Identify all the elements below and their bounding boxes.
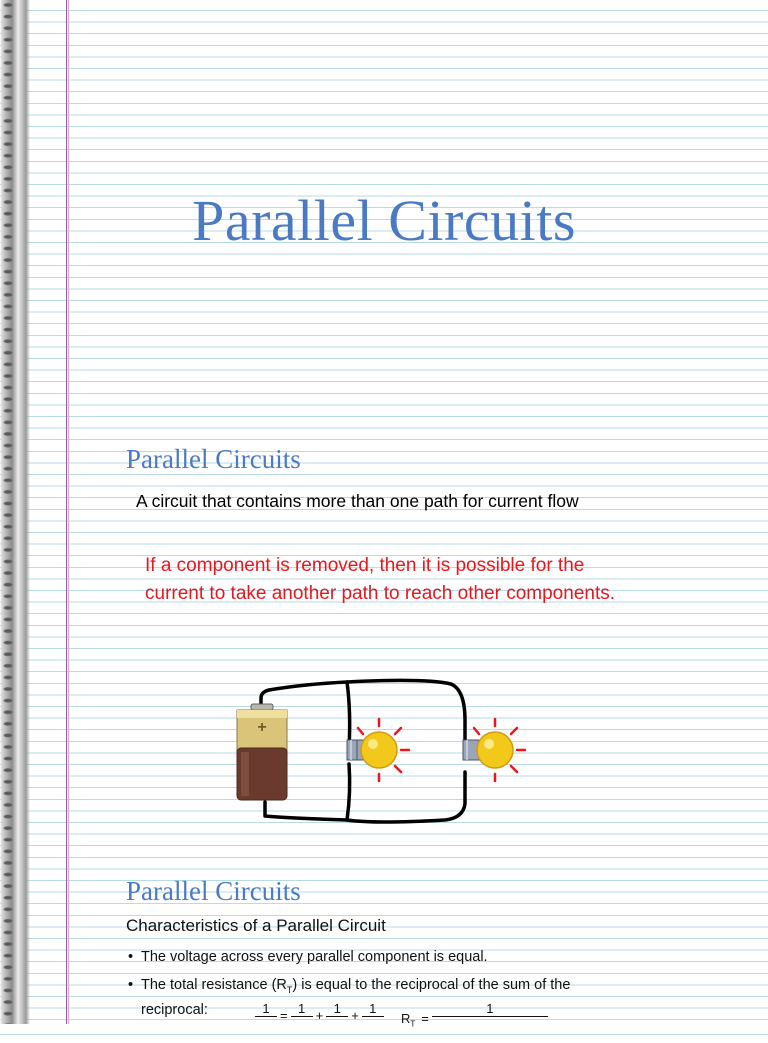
formula-equals: = [280, 1008, 288, 1023]
spiral-binding [0, 0, 32, 1024]
formula-numerator: 1 [362, 1001, 384, 1017]
subscript-t: T [286, 984, 293, 995]
section-heading-definition: Parallel Circuits [126, 444, 301, 474]
list-item-text: The total resistance (R [141, 977, 287, 993]
battery-plus-label: + [257, 719, 267, 736]
parallel-circuit-diagram [225, 672, 555, 832]
margin-line-secondary [68, 0, 69, 1024]
list-item-text: ) is equal to the reciprocal of the sum of the reciprocal: [141, 977, 571, 1018]
light-bulb-icon [463, 719, 525, 781]
reciprocal-formula [255, 1001, 384, 1031]
note-text: If a component is removed, then it is possible for the current to take another path to reach other components. [145, 555, 616, 604]
bullet-icon: • [128, 949, 134, 965]
page-title: Parallel Circuits [192, 187, 576, 253]
section-heading-characteristics: Parallel Circuits [126, 876, 301, 906]
characteristics-subtitle: Characteristics of a Parallel Circuit [126, 916, 386, 935]
formula-plus: + [315, 1008, 324, 1023]
definition-text: A circuit that contains more than one path for current flow [136, 491, 579, 511]
list-item [126, 947, 626, 967]
formula-plus: + [351, 1008, 359, 1023]
list-item-text: The voltage across every parallel component is equal. [141, 949, 488, 965]
formula-equals: = [421, 1011, 429, 1026]
margin-line [66, 0, 67, 1024]
formula-numerator: 1 [255, 1001, 277, 1017]
total-resistance-formula [398, 1001, 548, 1043]
battery-icon [237, 704, 287, 800]
formula-numerator: 1 [291, 1001, 313, 1017]
bullet-icon: • [128, 977, 134, 993]
light-bulb-icon [347, 719, 409, 781]
formula-numerator: 1 [326, 1001, 348, 1017]
formula-numerator: 1 [432, 1001, 548, 1017]
formula-rt: $R_T$ [401, 1011, 416, 1029]
